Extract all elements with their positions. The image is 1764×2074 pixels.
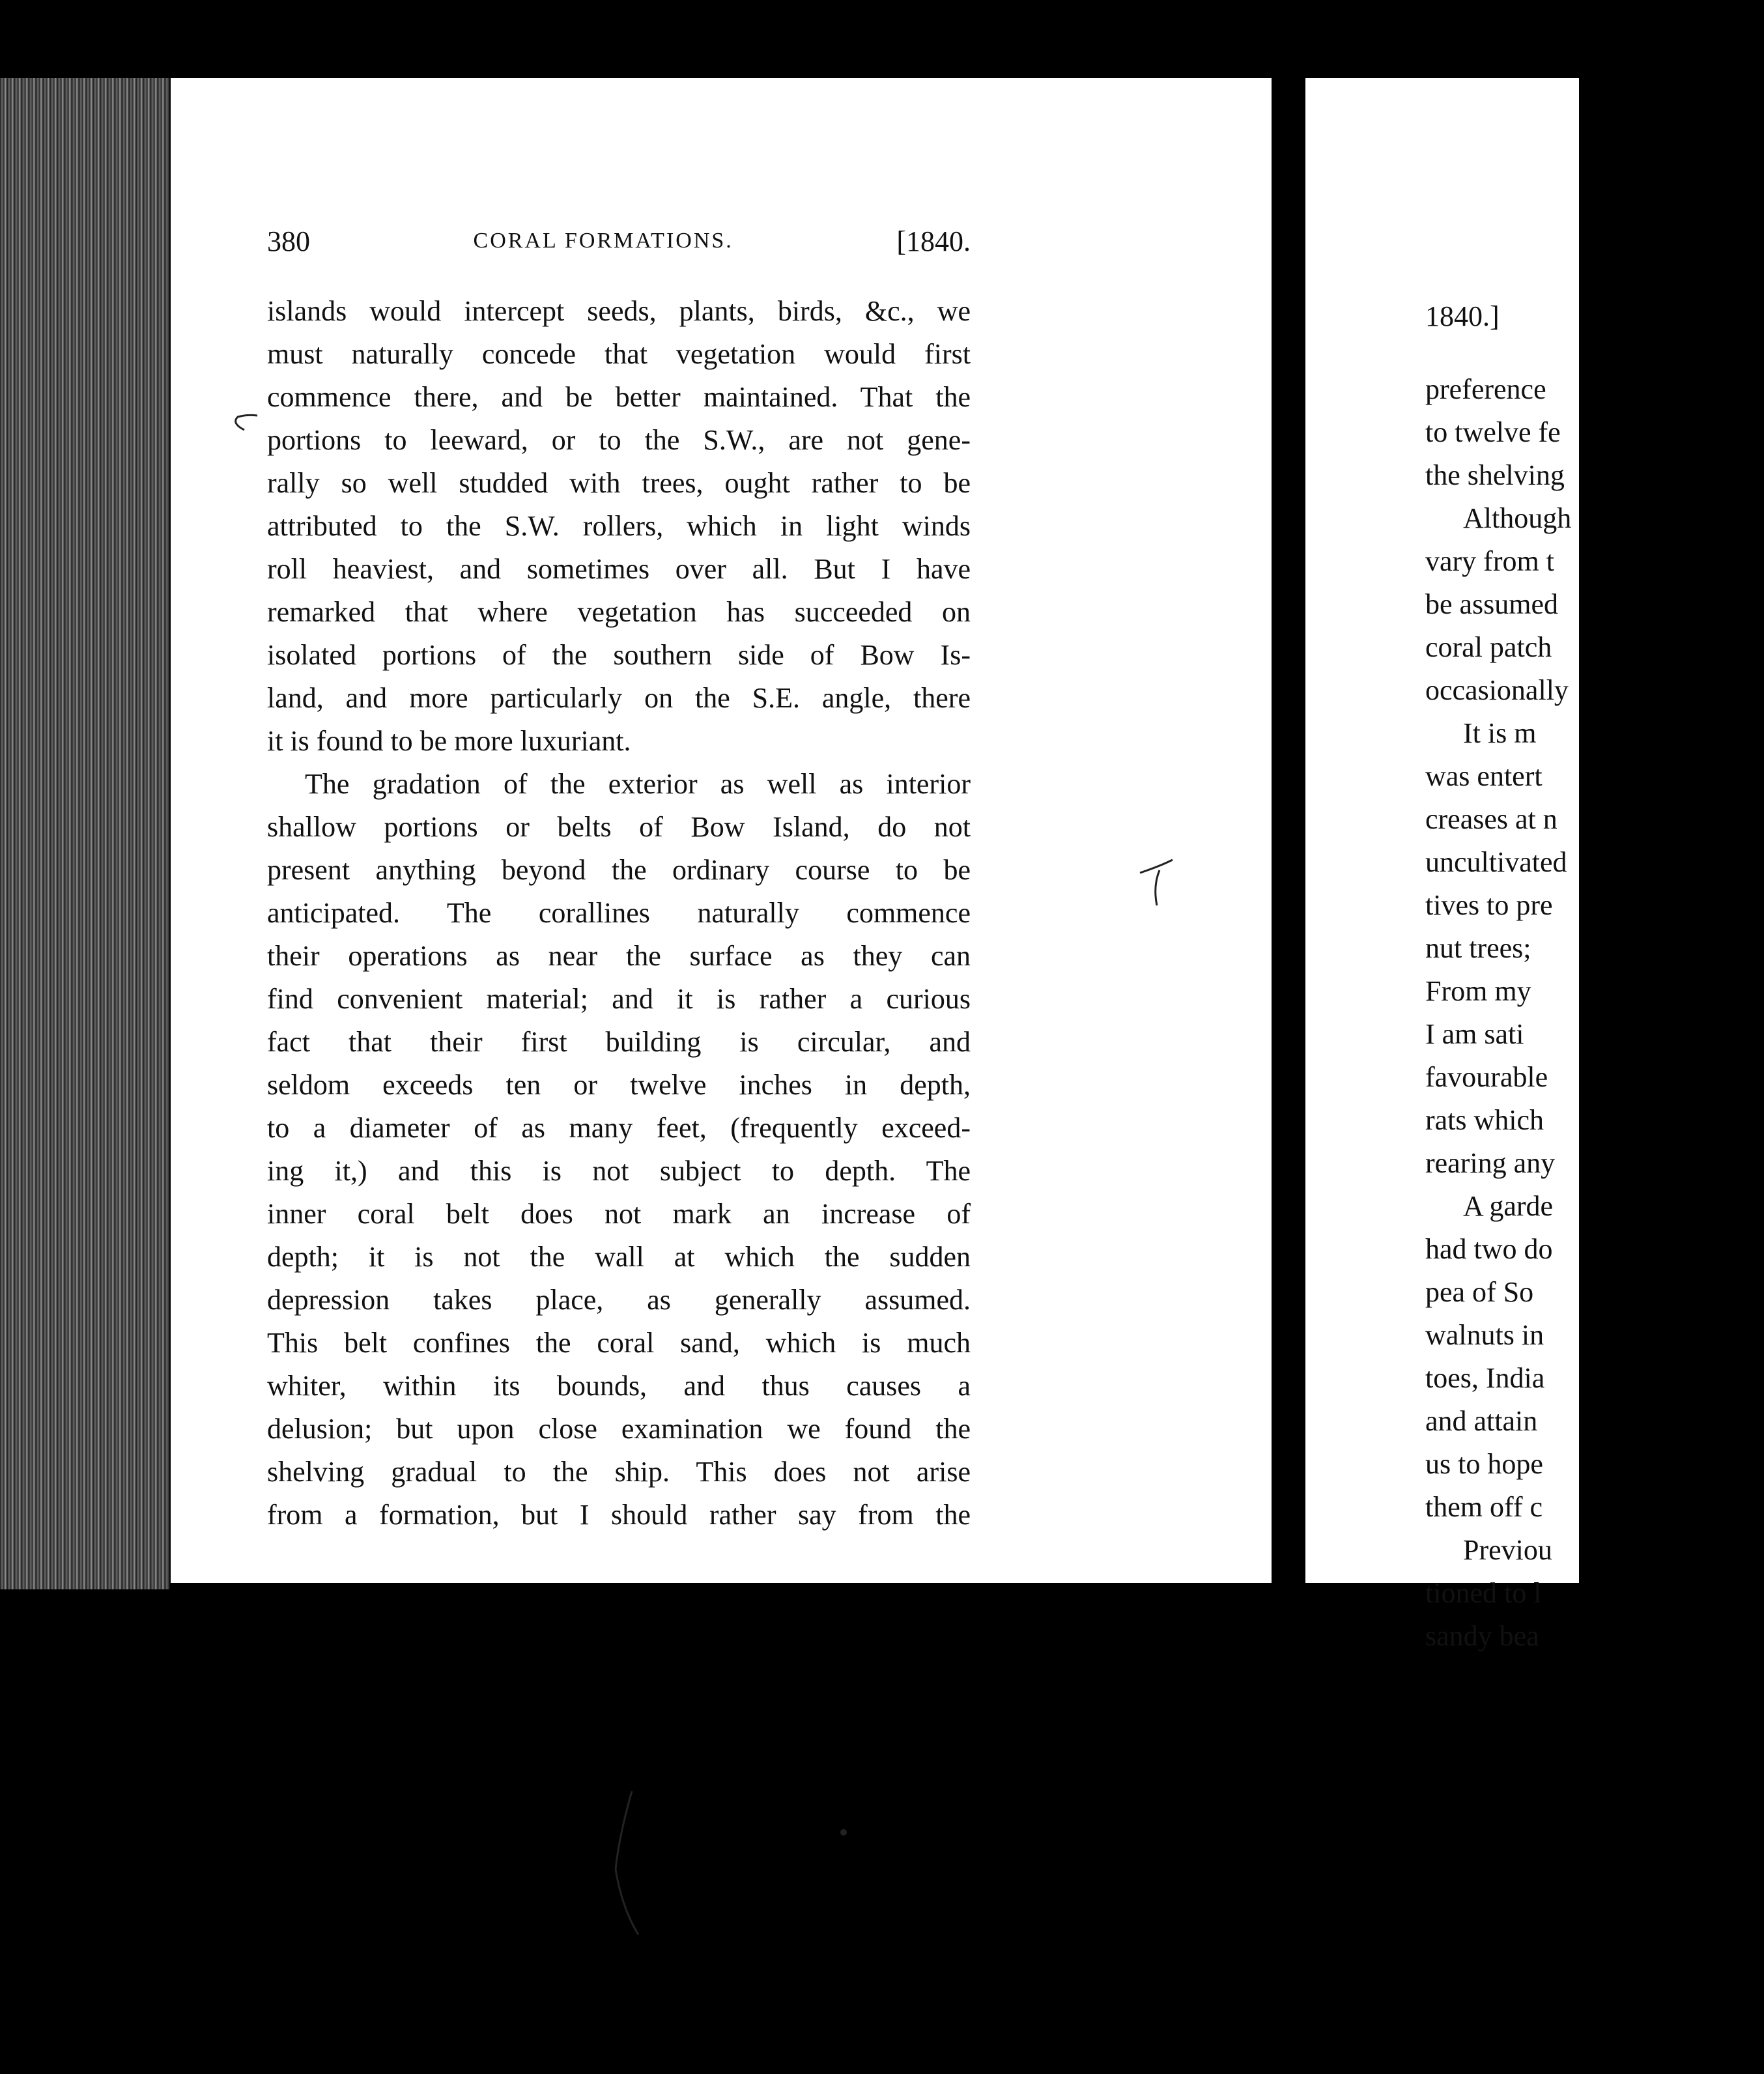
text-line: it is found to be more luxuriant.: [267, 725, 631, 757]
text-line: A garde: [1463, 1190, 1554, 1222]
text-line: sandy bea: [1425, 1620, 1539, 1652]
text-line: From my: [1425, 975, 1531, 1007]
text-line: Although: [1463, 502, 1572, 534]
text-line: roll heaviest, and sometimes over all. But I have: [267, 553, 971, 585]
text-line: It is m: [1463, 717, 1537, 749]
text-line: must naturally concede that vegetation would first: [267, 338, 971, 370]
right-page: [1305, 78, 1579, 1652]
text-line: commence there, and be better maintained. That the: [267, 381, 971, 413]
text-line: uncultivated: [1425, 846, 1567, 878]
text-line: walnuts in: [1425, 1319, 1544, 1351]
text-line: pea of So: [1425, 1276, 1534, 1308]
text-line: their operations as near the surface as they can: [267, 940, 971, 972]
page-number: 380: [267, 225, 310, 257]
pencil-mark-margin: [225, 410, 277, 443]
text-line: creases at n: [1425, 803, 1558, 835]
text-line: This belt confines the coral sand, which is much: [267, 1327, 971, 1359]
text-line: islands would intercept seeds, plants, birds, &c., we: [267, 295, 971, 327]
pencil-mark-bottom: [599, 1785, 651, 1941]
text-line: The gradation of the exterior as well as interior: [305, 768, 971, 800]
text-line: ing it,) and this is not subject to depth. The: [267, 1155, 971, 1187]
text-line: whiter, within its bounds, and thus causes a: [267, 1370, 971, 1402]
text-line: to twelve fe: [1425, 416, 1561, 448]
text-line: depression takes place, as generally assumed.: [267, 1284, 971, 1316]
text-line: the shelving: [1425, 459, 1565, 491]
text-line: favourable: [1425, 1061, 1548, 1093]
text-line: present anything beyond the ordinary course to be: [267, 854, 971, 886]
header-year: [1840.: [896, 225, 971, 257]
left-page-header: [267, 221, 971, 261]
ink-dot: [839, 1828, 848, 1837]
text-line: isolated portions of the southern side of Bow Is-: [267, 639, 971, 671]
right-page-header: 1840.]: [1425, 300, 1500, 332]
right-page-body: [1425, 368, 1764, 1658]
text-line: vary from t: [1425, 545, 1554, 577]
text-line: and attain: [1425, 1405, 1538, 1437]
text-line: anticipated. The corallines naturally commence: [267, 897, 971, 929]
text-line: I am sati: [1425, 1018, 1524, 1050]
text-line: inner coral belt does not mark an increase of: [267, 1198, 971, 1230]
text-line: us to hope: [1425, 1448, 1543, 1480]
book-spine-gutter: [1272, 91, 1305, 1583]
text-line: them off c: [1425, 1491, 1543, 1523]
text-line: rats which: [1425, 1104, 1544, 1136]
pencil-mark-interior: [1133, 847, 1186, 918]
text-line: fact that their first building is circular, and: [267, 1026, 971, 1058]
text-line: coral patch: [1425, 631, 1552, 663]
text-line: toes, India: [1425, 1362, 1545, 1394]
page-edge-stack: [0, 78, 169, 1589]
text-line: had two do: [1425, 1233, 1553, 1265]
text-line: attributed to the S.W. rollers, which in light winds: [267, 510, 971, 542]
text-line: nut trees;: [1425, 932, 1531, 964]
text-line: remarked that where vegetation has succeeded on: [267, 596, 971, 628]
text-line: find convenient material; and it is rather a curious: [267, 983, 971, 1015]
text-line: Previou: [1463, 1534, 1552, 1566]
text-line: was entert: [1425, 760, 1543, 792]
text-line: from a formation, but I should rather say from the: [267, 1499, 971, 1531]
left-page-body: [267, 290, 971, 1537]
text-line: shelving gradual to the ship. This does not arise: [267, 1456, 971, 1488]
text-line: occasionally: [1425, 674, 1569, 706]
text-line: shallow portions or belts of Bow Island, do not: [267, 811, 971, 843]
text-line: to a diameter of as many feet, (frequently exceed-: [267, 1112, 971, 1144]
text-line: portions to leeward, or to the S.W., are not gene-: [267, 424, 971, 456]
text-line: rearing any: [1425, 1147, 1556, 1179]
text-line: seldom exceeds ten or twelve inches in depth,: [267, 1069, 971, 1101]
text-line: tives to pre: [1425, 889, 1553, 921]
text-line: land, and more particularly on the S.E. angle, there: [267, 682, 971, 714]
running-title: CORAL FORMATIONS.: [473, 229, 733, 253]
text-line: be assumed: [1425, 588, 1559, 620]
text-line: rally so well studded with trees, ought rather to be: [267, 467, 971, 499]
text-line: depth; it is not the wall at which the sudden: [267, 1241, 971, 1273]
text-line: preference: [1425, 373, 1546, 405]
text-line: tioned to l: [1425, 1577, 1542, 1609]
text-line: delusion; but upon close examination we found the: [267, 1413, 971, 1445]
